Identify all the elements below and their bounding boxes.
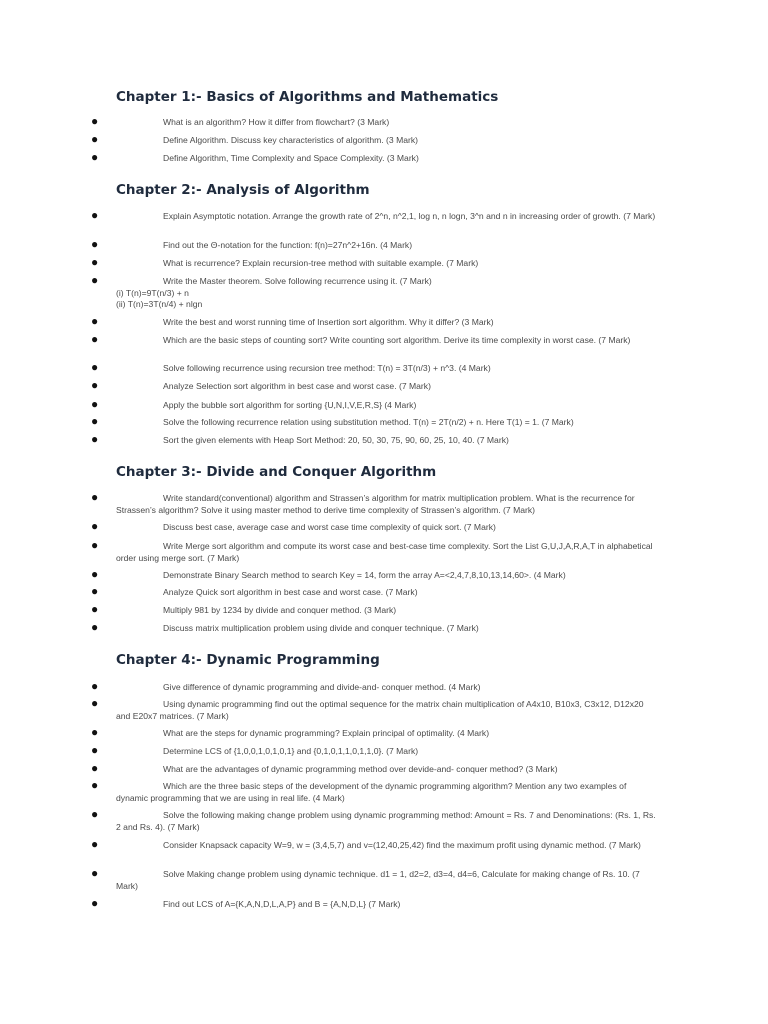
bullet-icon: ● <box>91 602 99 616</box>
list-item: ● Which are the basic steps of counting sort? Write counting sort algorithm. Derive its time complexity in worst case. (7 Mark) <box>91 332 631 346</box>
list-item: ● Demonstrate Binary Search method to search Key = 14, form the array A=<2,4,7,8,10,13,14,60>. (4 Mark) <box>91 567 566 581</box>
list-item: ● What is an algorithm? How it differ from flowchart? (3 Mark) <box>91 114 390 128</box>
chapter-title: Chapter 3:- Divide and Conquer Algorithm <box>116 464 437 480</box>
bullet-icon: ● <box>91 896 99 910</box>
bullet-icon: ● <box>91 538 99 552</box>
list-item: ● Explain Asymptotic notation. Arrange the growth rate of 2^n, n^2,1, log n, n logn, 3^n and n in increasing order of growth. (7 Mark) <box>91 208 656 222</box>
bullet-icon: ● <box>91 360 99 374</box>
bullet-icon: ● <box>91 314 99 328</box>
recurrence-line: (ii) T(n)=3T(n/4) + nlgn <box>116 299 203 309</box>
list-item: ● Write Merge sort algorithm and compute its worst case and best-case time complexity. Sort the List G,U,J,A,R,A,T in alphabetical order using merge sort. (7 Mark) <box>91 538 653 563</box>
chapter-title: Chapter 4:- Dynamic Programming <box>116 652 380 668</box>
bullet-icon: ● <box>91 490 99 504</box>
list-item: ● Sort the given elements with Heap Sort Method: 20, 50, 30, 75, 90, 60, 25, 10, 40. (7 Mark) <box>91 432 509 446</box>
bullet-icon: ● <box>91 150 99 164</box>
bullet-icon: ● <box>91 567 99 581</box>
list-item: ● Define Algorithm, Time Complexity and Space Complexity. (3 Mark) <box>91 150 419 164</box>
bullet-icon: ● <box>91 761 99 775</box>
list-item: ● Write the Master theorem. Solve following recurrence using it. (7 Mark) (i) T(n)=9T(n/3) + n (ii) T(n)=3T(n/4) + nlgn <box>116 276 656 311</box>
bullet-icon: ● <box>91 725 99 739</box>
list-item: ● Which are the three basic steps of the development of the dynamic programming algorithm? Mention any two examples of dynamic programming that we are using in real life. (4 Mark) <box>91 778 627 803</box>
list-item: ● Analyze Quick sort algorithm in best case and worst case. (7 Mark) <box>91 584 418 598</box>
list-item: ● Write standard(conventional) algorithm and Strassen’s algorithm for matrix multiplication problem. What is the recurrence for Strassen’s algorithm? Solve it using master method to derive time complexity of Strassen’s algorithm. (7 Mark) <box>91 490 635 515</box>
list-item: ● Solve the following making change problem using dynamic programming method: Amount = Rs. 7 and Denominations: (Rs. 1, Rs. 2 and Rs. 4). (7 Mark) <box>91 807 656 832</box>
list-item: ● Consider Knapsack capacity W=9, w = (3,4,5,7) and v=(12,40,25,42) find the maximum profit using dynamic method. (7 Mark) <box>91 837 641 851</box>
list-item: ● Find out the Θ-notation for the function: f(n)=27n^2+16n. (4 Mark) <box>91 237 413 251</box>
bullet-icon: ● <box>91 620 99 634</box>
recurrence-line: (i) T(n)=9T(n/3) + n <box>116 287 189 298</box>
bullet-icon: ● <box>91 208 99 222</box>
bullet-icon: ● <box>91 132 99 146</box>
bullet-icon: ● <box>91 414 99 428</box>
list-item: ● Apply the bubble sort algorithm for sorting {U,N,I,V,E,R,S} (4 Mark) <box>91 397 417 411</box>
bullet-icon: ● <box>91 807 99 821</box>
chapter-title: Chapter 2:- Analysis of Algorithm <box>116 182 370 198</box>
bullet-icon: ● <box>91 332 99 346</box>
list-item: ● What are the advantages of dynamic programming method over devide-and- conquer method? (3 Mark) <box>91 761 558 775</box>
list-item: ● Determine LCS of {1,0,0,1,0,1,0,1} and {0,1,0,1,1,0,1,1,0}. (7 Mark) <box>91 743 419 757</box>
list-item: ● Find out LCS of A={K,A,N,D,L,A,P} and B = {A,N,D,L} (7 Mark) <box>91 896 401 910</box>
list-item: ● Using dynamic programming find out the optimal sequence for the matrix chain multiplication of A4x10, B10x3, C3x12, D12x20 and E20x7 matrices. (7 Mark) <box>91 696 644 721</box>
bullet-icon: ● <box>91 866 99 880</box>
list-item: ● Solve following recurrence using recursion tree method: T(n) = 3T(n/3) + n^3. (4 Mark) <box>91 360 491 374</box>
list-item: ● Discuss best case, average case and worst case time complexity of quick sort. (7 Mark) <box>91 519 496 533</box>
list-item: ● Solve Making change problem using dynamic technique. d1 = 1, d2=2, d3=4, d4=6, Calculate for making change of Rs. 10. (7 Mark) <box>91 866 640 891</box>
list-item: ● What is recurrence? Explain recursion-tree method with suitable example. (7 Mark) <box>91 255 479 269</box>
list-item: ● Define Algorithm. Discuss key characteristics of algorithm. (3 Mark) <box>91 132 419 146</box>
bullet-icon: ● <box>91 273 99 287</box>
list-item: ● What are the steps for dynamic programming? Explain principal of optimality. (4 Mark) <box>91 725 490 739</box>
list-item: ● Discuss matrix multiplication problem using divide and conquer technique. (7 Mark) <box>91 620 479 634</box>
bullet-icon: ● <box>91 837 99 851</box>
list-item: ● Analyze Selection sort algorithm in best case and worst case. (7 Mark) <box>91 378 431 392</box>
bullet-icon: ● <box>91 679 99 693</box>
bullet-icon: ● <box>91 114 99 128</box>
bullet-icon: ● <box>91 432 99 446</box>
bullet-icon: ● <box>91 743 99 757</box>
list-item: ● Write the best and worst running time of Insertion sort algorithm. Why it differ? (3 Mark) <box>91 314 494 328</box>
bullet-icon: ● <box>91 519 99 533</box>
list-item: ● Solve the following recurrence relation using substitution method. T(n) = 2T(n/2) + n. Here T(1) = 1. (7 Mark) <box>91 414 574 428</box>
bullet-icon: ● <box>91 378 99 392</box>
bullet-icon: ● <box>91 696 99 710</box>
chapter-title: Chapter 1:- Basics of Algorithms and Mathematics <box>116 89 499 105</box>
bullet-icon: ● <box>91 237 99 251</box>
list-item: ● Multiply 981 by 1234 by divide and conquer method. (3 Mark) <box>91 602 397 616</box>
bullet-icon: ● <box>91 397 99 411</box>
bullet-icon: ● <box>91 778 99 792</box>
bullet-icon: ● <box>91 584 99 598</box>
list-item: ● Give difference of dynamic programming and divide-and- conquer method. (4 Mark) <box>91 679 481 693</box>
bullet-icon: ● <box>91 255 99 269</box>
